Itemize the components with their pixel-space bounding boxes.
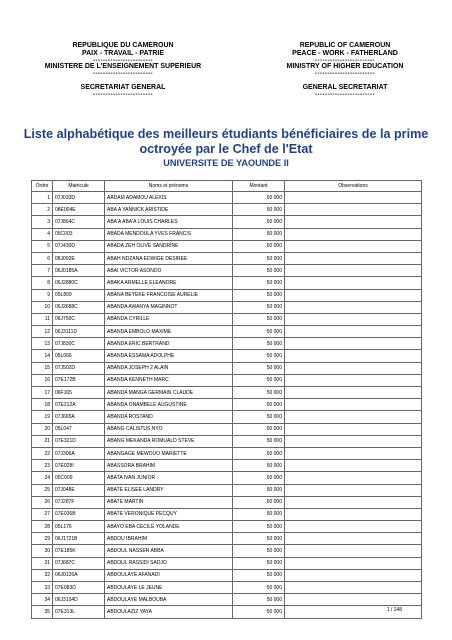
cell-nom: ABAYO EBA CECILE YOLANDE: [105, 521, 233, 533]
cell-montant: 50 000: [233, 411, 285, 423]
cell-nom: ABANDA JOSEPH 2 ALAIN: [105, 362, 233, 374]
cell-matricule: 07E212A: [53, 399, 105, 411]
university-name: UNIVERSITE DE YAOUNDE II: [163, 158, 289, 168]
cell-nom: ABASSORA BRAHIM: [105, 460, 233, 472]
cell-matricule: 08J092E: [53, 252, 105, 264]
cell-montant: 50 000: [233, 399, 285, 411]
cell-matricule: 06J2880C: [53, 277, 105, 289]
cell-matricule: 07E036B: [53, 508, 105, 520]
cell-observations: [285, 435, 422, 447]
cell-nom: ABANDA CYRILLE: [105, 313, 233, 325]
cell-matricule: 05L809: [53, 289, 105, 301]
cell-nom: ABANDA ROSTAND: [105, 411, 233, 423]
table-row: [32, 545, 422, 557]
table-row: [32, 411, 422, 423]
cell-montant: 50 000: [233, 387, 285, 399]
table-row: [32, 240, 422, 252]
cell-nom: ABATA IVAN JUNIOR: [105, 472, 233, 484]
cell-ordre: 2: [32, 204, 53, 216]
cell-nom: ABDOUL NASSER ABBA: [105, 545, 233, 557]
country-fr: REPUBLIQUE DU CAMEROUN: [72, 42, 174, 49]
cell-ordre: 33: [32, 582, 53, 594]
cell-ordre: 28: [32, 521, 53, 533]
column-header-ordre: Ordre: [32, 181, 53, 192]
cell-observations: [285, 594, 422, 606]
cell-montant: 50 000: [233, 447, 285, 459]
cell-nom: ABA A YANNICK ARISTIDE: [105, 204, 233, 216]
table-row: [32, 569, 422, 581]
cell-observations: [285, 423, 422, 435]
cell-ordre: 32: [32, 569, 53, 581]
cell-observations: [285, 399, 422, 411]
separator: ------------------------: [93, 92, 153, 97]
cell-ordre: 23: [32, 460, 53, 472]
cell-ordre: 22: [32, 447, 53, 459]
cell-montant: 50 000: [233, 496, 285, 508]
cell-ordre: 18: [32, 399, 53, 411]
table-row: [32, 289, 422, 301]
cell-nom: ABA'A ABA'A LOUIS CHARLES: [105, 216, 233, 228]
separator: ------------------------: [93, 71, 153, 76]
cell-montant: 50 000: [233, 228, 285, 240]
table-row: [32, 387, 422, 399]
table-row: [32, 228, 422, 240]
cell-nom: ABDOUL RASSIDI SADJO: [105, 557, 233, 569]
cell-nom: ABDOULAYE LE JEUNE: [105, 582, 233, 594]
cell-ordre: 29: [32, 533, 53, 545]
table-row: [32, 521, 422, 533]
cell-ordre: 11: [32, 313, 53, 325]
cell-nom: AADAM ADAMOU ALEXIS: [105, 192, 233, 204]
cell-nom: ABANG CALISTUS NYO: [105, 423, 233, 435]
table-row: [32, 277, 422, 289]
cell-matricule: 07E028I: [53, 460, 105, 472]
cell-nom: ABANDA EMBOLO MAXIME: [105, 326, 233, 338]
cell-ordre: 4: [32, 228, 53, 240]
cell-montant: 50 000: [233, 569, 285, 581]
cell-montant: 50 000: [233, 240, 285, 252]
cell-matricule: 05L047: [53, 423, 105, 435]
cell-ordre: 24: [32, 472, 53, 484]
cell-nom: ABAKA ARMELLE ELEANORE: [105, 277, 233, 289]
cell-matricule: 07J048E: [53, 484, 105, 496]
cell-montant: 50 000: [233, 533, 285, 545]
cell-montant: 50 000: [233, 277, 285, 289]
cell-matricule: 06F165: [53, 387, 105, 399]
cell-ordre: 1: [32, 192, 53, 204]
column-header-montant: Montant: [233, 181, 285, 192]
cell-ordre: 13: [32, 338, 53, 350]
cell-montant: 50 000: [233, 472, 285, 484]
table-row: [32, 204, 422, 216]
cell-observations: [285, 582, 422, 594]
cell-observations: [285, 240, 422, 252]
cell-montant: 50 000: [233, 460, 285, 472]
cell-observations: [285, 313, 422, 325]
secretariat-fr: SECRETARIAT GENERAL: [80, 84, 166, 91]
cell-matricule: 07E083D: [53, 582, 105, 594]
cell-montant: 50 000: [233, 594, 285, 606]
cell-matricule: 06J3111D: [53, 326, 105, 338]
table-row: [32, 472, 422, 484]
cell-matricule: 07E313L: [53, 606, 105, 618]
cell-matricule: 06J3104D: [53, 594, 105, 606]
cell-nom: ABDOULAZIZ YAYA: [105, 606, 233, 618]
table-row: [32, 460, 422, 472]
cell-matricule: 07J306A: [53, 447, 105, 459]
cell-montant: 50 000: [233, 423, 285, 435]
cell-matricule: 06J0185A: [53, 265, 105, 277]
cell-matricule: 06J2688C: [53, 301, 105, 313]
cell-ordre: 26: [32, 496, 53, 508]
cell-observations: [285, 521, 422, 533]
table-row: [32, 484, 422, 496]
cell-observations: [285, 277, 422, 289]
cell-ordre: 6: [32, 252, 53, 264]
table-row: [32, 374, 422, 386]
cell-ordre: 3: [32, 216, 53, 228]
cell-nom: ABATE ELISEE LANDRY: [105, 484, 233, 496]
cell-nom: ABAI VICTOR ASONDO: [105, 265, 233, 277]
cell-matricule: 08E004E: [53, 204, 105, 216]
cell-nom: ABANDA KENNETH MARC: [105, 374, 233, 386]
cell-observations: [285, 192, 422, 204]
table-row: [32, 447, 422, 459]
cell-ordre: 17: [32, 387, 53, 399]
table-row: [32, 582, 422, 594]
cell-observations: [285, 484, 422, 496]
cell-matricule: 05L176: [53, 521, 105, 533]
cell-observations: [285, 204, 422, 216]
cell-montant: 50 000: [233, 313, 285, 325]
cell-ordre: 10: [32, 301, 53, 313]
cell-ordre: 35: [32, 606, 53, 618]
cell-observations: [285, 326, 422, 338]
cell-matricule: 07J430D: [53, 240, 105, 252]
cell-montant: 50 000: [233, 435, 285, 447]
cell-montant: 50 000: [233, 252, 285, 264]
table-row: [32, 301, 422, 313]
cell-nom: ABADA ZEH OLIVE SANDRINE: [105, 240, 233, 252]
cell-montant: 50 000: [233, 216, 285, 228]
cell-ordre: 21: [32, 435, 53, 447]
table-row: [32, 557, 422, 569]
header-left: [28, 42, 218, 97]
cell-montant: 50 000: [233, 289, 285, 301]
cell-observations: [285, 508, 422, 520]
cell-montant: 50 000: [233, 545, 285, 557]
cell-matricule: 07J864C: [53, 216, 105, 228]
country-en: REPUBLIC OF CAMEROUN: [299, 42, 391, 49]
cell-nom: ABDOU IBRAHIM: [105, 533, 233, 545]
student-table: [31, 180, 422, 619]
column-header-observations: Observations: [285, 181, 422, 192]
cell-ordre: 27: [32, 508, 53, 520]
cell-montant: 50 000: [233, 192, 285, 204]
cell-nom: ABDOULAYE AFANADI: [105, 569, 233, 581]
cell-ordre: 19: [32, 411, 53, 423]
cell-observations: [285, 447, 422, 459]
cell-montant: 50 000: [233, 606, 285, 618]
cell-nom: ABAH NDZANA EDWIGE DESIREE: [105, 252, 233, 264]
cell-observations: [285, 411, 422, 423]
table-row: [32, 362, 422, 374]
cell-ordre: 14: [32, 350, 53, 362]
ministry-en: MINISTRY OF HIGHER EDUCATION: [286, 63, 404, 70]
cell-montant: 50 000: [233, 326, 285, 338]
cell-nom: ABANG MEKANDA ROMUALD STEVE: [105, 435, 233, 447]
cell-montant: 50 000: [233, 582, 285, 594]
cell-matricule: 07J502D: [53, 362, 105, 374]
cell-ordre: 20: [32, 423, 53, 435]
cell-nom: ABANDA ERIC BERTRAND: [105, 338, 233, 350]
cell-observations: [285, 350, 422, 362]
separator: ------------------------: [315, 58, 375, 63]
cell-ordre: 15: [32, 362, 53, 374]
cell-montant: 50 000: [233, 204, 285, 216]
table-row: [32, 594, 422, 606]
cell-nom: ABATE VERONIQUE PECQUY: [105, 508, 233, 520]
cell-ordre: 25: [32, 484, 53, 496]
cell-matricule: 06J750C: [53, 313, 105, 325]
cell-observations: [285, 387, 422, 399]
cell-matricule: 07J033D: [53, 192, 105, 204]
table-row: [32, 252, 422, 264]
cell-observations: [285, 216, 422, 228]
cell-montant: 50 000: [233, 508, 285, 520]
motto-fr: PAIX - TRAVAIL - PATRIE: [81, 50, 165, 57]
cell-observations: [285, 265, 422, 277]
table-row: [32, 496, 422, 508]
cell-nom: ABANDA ESSAMA ADOLPHE: [105, 350, 233, 362]
cell-nom: ABADA MENDOULA YVES FRANCIS: [105, 228, 233, 240]
table-row: [32, 265, 422, 277]
cell-montant: 50 000: [233, 301, 285, 313]
cell-montant: 50 000: [233, 557, 285, 569]
table-row: [32, 435, 422, 447]
cell-ordre: 16: [32, 374, 53, 386]
cell-montant: 50 000: [233, 362, 285, 374]
cell-ordre: 7: [32, 265, 53, 277]
cell-ordre: 34: [32, 594, 53, 606]
cell-matricule: 06J1721B: [53, 533, 105, 545]
table-header-row: [32, 181, 422, 192]
cell-montant: 50 000: [233, 338, 285, 350]
cell-observations: [285, 472, 422, 484]
table-row: [32, 423, 422, 435]
table-row: [32, 606, 422, 618]
cell-nom: ABANDA ONAMBELE AUGUSTINE: [105, 399, 233, 411]
cell-matricule: 07J287F: [53, 496, 105, 508]
cell-montant: 50 000: [233, 484, 285, 496]
cell-matricule: 07E185K: [53, 545, 105, 557]
cell-nom: ABANA BEYEKE FRANCOISE AURELIE: [105, 289, 233, 301]
cell-observations: [285, 301, 422, 313]
cell-observations: [285, 252, 422, 264]
table-row: [32, 313, 422, 325]
cell-observations: [285, 228, 422, 240]
cell-observations: [285, 460, 422, 472]
ministry-fr: MINISTERE DE L'ENSEIGNEMENT SUPERIEUR: [44, 63, 202, 70]
cell-ordre: 5: [32, 240, 53, 252]
cell-nom: ABANDA AWANYA MAGINNOT: [105, 301, 233, 313]
page-number: 1 / 148: [386, 607, 402, 613]
separator: ------------------------: [315, 92, 375, 97]
cell-matricule: 07J830C: [53, 338, 105, 350]
column-header-matricule: Matricule: [53, 181, 105, 192]
table-row: [32, 192, 422, 204]
cell-observations: [285, 338, 422, 350]
separator: ------------------------: [315, 71, 375, 76]
cell-matricule: 05L066: [53, 350, 105, 362]
cell-observations: [285, 557, 422, 569]
cell-observations: [285, 374, 422, 386]
cell-matricule: 05C009: [53, 472, 105, 484]
cell-matricule: 05C003: [53, 228, 105, 240]
cell-montant: 50 000: [233, 350, 285, 362]
cell-observations: [285, 533, 422, 545]
cell-observations: [285, 362, 422, 374]
cell-observations: [285, 569, 422, 581]
cell-ordre: 8: [32, 277, 53, 289]
cell-ordre: 30: [32, 545, 53, 557]
table-row: [32, 533, 422, 545]
page-title: Liste alphabétique des meilleurs étudiants bénéficiaires de la prime octroyée par le Chef de l'Etat: [23, 127, 429, 156]
table-row: [32, 326, 422, 338]
cell-ordre: 31: [32, 557, 53, 569]
cell-montant: 50 000: [233, 521, 285, 533]
cell-matricule: 07E172B: [53, 374, 105, 386]
cell-matricule: 07J687C: [53, 557, 105, 569]
cell-ordre: 9: [32, 289, 53, 301]
cell-matricule: 06J0126A: [53, 569, 105, 581]
cell-montant: 50 000: [233, 265, 285, 277]
secretariat-en: GENERAL SECRETARIAT: [302, 84, 388, 91]
table-row: [32, 399, 422, 411]
cell-observations: [285, 289, 422, 301]
separator: ------------------------: [93, 58, 153, 63]
table-row: [32, 338, 422, 350]
cell-nom: ABATE MARTIN: [105, 496, 233, 508]
cell-nom: ABANDA MANGA GERMAIN CLAUDE: [105, 387, 233, 399]
cell-observations: [285, 496, 422, 508]
cell-observations: [285, 545, 422, 557]
cell-matricule: 07E321D: [53, 435, 105, 447]
header-right: [250, 42, 440, 97]
cell-ordre: 12: [32, 326, 53, 338]
motto-en: PEACE - WORK - FATHERLAND: [292, 50, 398, 57]
cell-matricule: 07J665A: [53, 411, 105, 423]
table-row: [32, 350, 422, 362]
table-row: [32, 216, 422, 228]
column-header-nom: Noms et prénoms: [105, 181, 233, 192]
table-row: [32, 508, 422, 520]
cell-nom: ABANGAGE MEWOUO MARIETTE: [105, 447, 233, 459]
cell-montant: 50 000: [233, 374, 285, 386]
cell-nom: ABDOULAYE MALBOUBA: [105, 594, 233, 606]
